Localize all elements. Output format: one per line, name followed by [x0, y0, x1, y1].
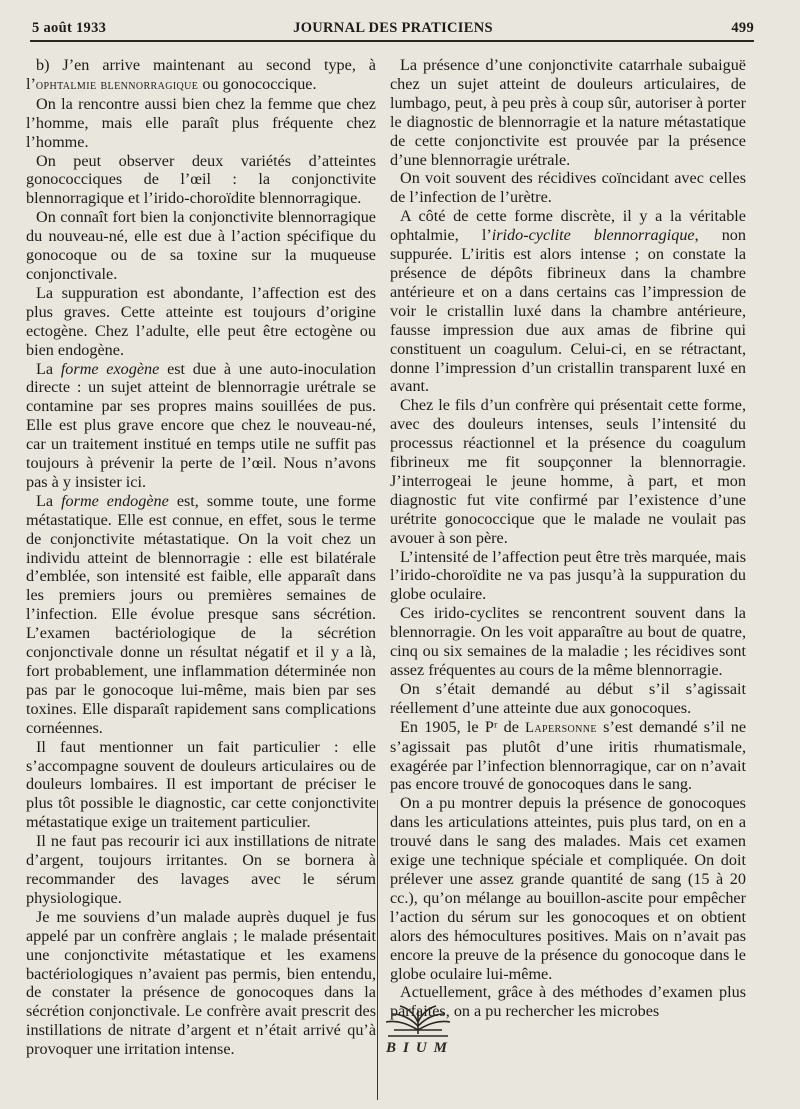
- paragraph: b) J’en arrive maintenant au second type, à l’ophtalmie blennorragique ou gonococcique.: [26, 56, 376, 93]
- header-date: 5 août 1933: [32, 20, 107, 36]
- paragraph: La forme exogène est due à une auto-inoculation directe : un sujet atteint de blennorragie urétrale se contamine par ses propres mains souillées de pus. Elle est plus grave encore que chez le nouveau-né, car un traitement institué en temps utile ne suffit pas toujours à prévenir la perte de l’œil. Nous n’avons pas à y insister ici.: [26, 359, 377, 491]
- paragraph: Il ne faut pas recourir ici aux instillations de nitrate d’argent, toujours irritantes. On se bornera à recommander des lavages avec le sérum physiologique.: [26, 832, 376, 907]
- paragraph: On voit souvent des récidives coïncidant avec celles de l’infection de l’urètre.: [390, 169, 746, 207]
- page-header: [32, 18, 754, 40]
- header-page-number: 499: [731, 20, 754, 36]
- paragraph: Il faut mentionner un fait particulier : elle s’accompagne souvent de douleurs articulaires ou de douleurs lombaires. Il est important de préciser le plus tôt possible le diagnostic, car cette conjonctivite métastatique exige un traitement particulier.: [26, 737, 376, 832]
- header-journal-title: JOURNAL DES PRATICIENS: [293, 20, 493, 36]
- paragraph: On peut observer deux variétés d’atteintes gonococciques de l’œil : la conjonctivite blennorragique et l’irido-choroïdite blennorragique.: [26, 151, 376, 208]
- paragraph: Je me souviens d’un malade auprès duquel je fus appelé par un confrère anglais ; le malade présentait une conjonctivite métastatique et les examens bactériologiques n’avaient pas permis, bien entendu, de constater la présence de gonocoques dans la sécrétion conjonctivale. Le confrère avait prescrit des instillations de nitrate d’argent et n’était arrivé qu’à provoquer une irritation intense.: [26, 907, 376, 1059]
- paragraph: La suppuration est abondante, l’affection est des plus graves. Cette atteinte est toujours d’origine ectogène. Chez l’adulte, elle peut être ectogène ou bien endogène.: [26, 283, 376, 359]
- paragraph: En 1905, le Pʳ de Lapersonne s’est demandé s’il ne s’agissait pas plutôt d’une iritis rhumatismale, exagérée par l’infection blennorragique, car on n’avait pas encore trouvé de gonocoques dans le sang.: [390, 717, 746, 794]
- paragraph: On connaît fort bien la conjonctivite blennorragique du nouveau-né, elle est due à l’action spécifique du gonocoque ou de sa toxine sur la muqueuse conjonctivale.: [26, 208, 376, 283]
- paragraph: On s’était demandé au début s’il s’agissait réellement d’une atteinte due aux gonocoques.: [390, 679, 746, 717]
- paragraph: A côté de cette forme discrète, il y a la véritable ophtalmie, l’irido-cyclite blennorragique, non suppurée. L’iritis est alors intense ; on constate la présence de dépôts fibrineux dans la chambre antérieure et on a dans certains cas l’impression de voir le cristallin luxé dans la chambre antérieure, fausse impression due aux amas de fibrine qui constituent un coagulum. Celui-ci, en se rétractant, donne l’impression d’un cristallin transparent luxé en avant.: [390, 207, 746, 396]
- paragraph: La forme endogène est, somme toute, une forme métastatique. Elle est connue, en effet, sous le terme de conjonctivite métastatique. On la voit chez un individu atteint de blennorragie : elle est bilatérale d’emblée, son intensité est faible, elle apparaît dans les premiers jours ou premières semaines de l’infection. Elle évolue presque sans sécrétion. L’examen bactériologique de la sécrétion conjonctivale donne un résultat négatif et il y a là, fort probablement, une inflammation déterminée non pas par le gonocoque lui-même, mais bien par ses toxines. Elle disparaît rapidement sans complications cornéennes.: [26, 491, 376, 737]
- watermark-text: BIUM: [385, 1040, 454, 1056]
- paragraph: L’intensité de l’affection peut être très marquée, mais l’irido-choroïdite ne va pas jusqu’à la suppuration du globe oculaire.: [390, 547, 746, 604]
- header-rule: [30, 40, 754, 42]
- paragraph: On la rencontre aussi bien chez la femme que chez l’homme, mais elle paraît plus fréquente chez l’homme.: [26, 94, 376, 151]
- paragraph: Ces irido-cyclites se rencontrent souvent dans la blennorragie. On les voit apparaître au bout de quatre, cinq ou six semaines de la maladie ; les récidives sont assez fréquentes au cours de la même blennorragie.: [390, 604, 746, 679]
- paragraph: On a pu montrer depuis la présence de gonocoques dans les articulations atteintes, puis plus tard, on en a trouvé dans le sang des malades. Mais cet examen exige une technique spéciale et compliquée. On doit prélever une assez grande quantité de sang (15 à 20 cc.), qu’on mélange au bouillon-ascite pour empêcher l’action du sérum sur les gonocoques et on obtient alors des hémocultures positives. Mais on n’avait pas encore la preuve de la présence du gonocoque dans le globe oculaire lui-même.: [390, 794, 746, 983]
- left-column: [26, 56, 376, 1059]
- paragraph: Actuellement, grâce à des méthodes d’examen plus parfaites, on a pu rechercher les microbes: [390, 983, 746, 1021]
- paragraph: La présence d’une conjonctivite catarrhale subaiguë chez un sujet atteint de douleurs articulaires, de lumbago, peut, à peu près à coup sûr, autoriser à porter le diagnostic de blennorragie et la nature métastatique de cette conjonctivite est prouvée par la présence d’une blennorragie urétrale.: [390, 56, 746, 169]
- paragraph: Chez le fils d’un confrère qui présentait cette forme, avec des douleurs intenses, seuls l’intensité du processus réactionnel et la présence du coagulum fibrineux me fit soupçonner la blennorragie. J’interrogeai le jeune homme, à part, et mon diagnostic fut vite confirmé par l’existence d’une urétrite gonococcique que le malade ne voulait pas avouer à son père.: [390, 396, 746, 547]
- right-column: [390, 56, 746, 1021]
